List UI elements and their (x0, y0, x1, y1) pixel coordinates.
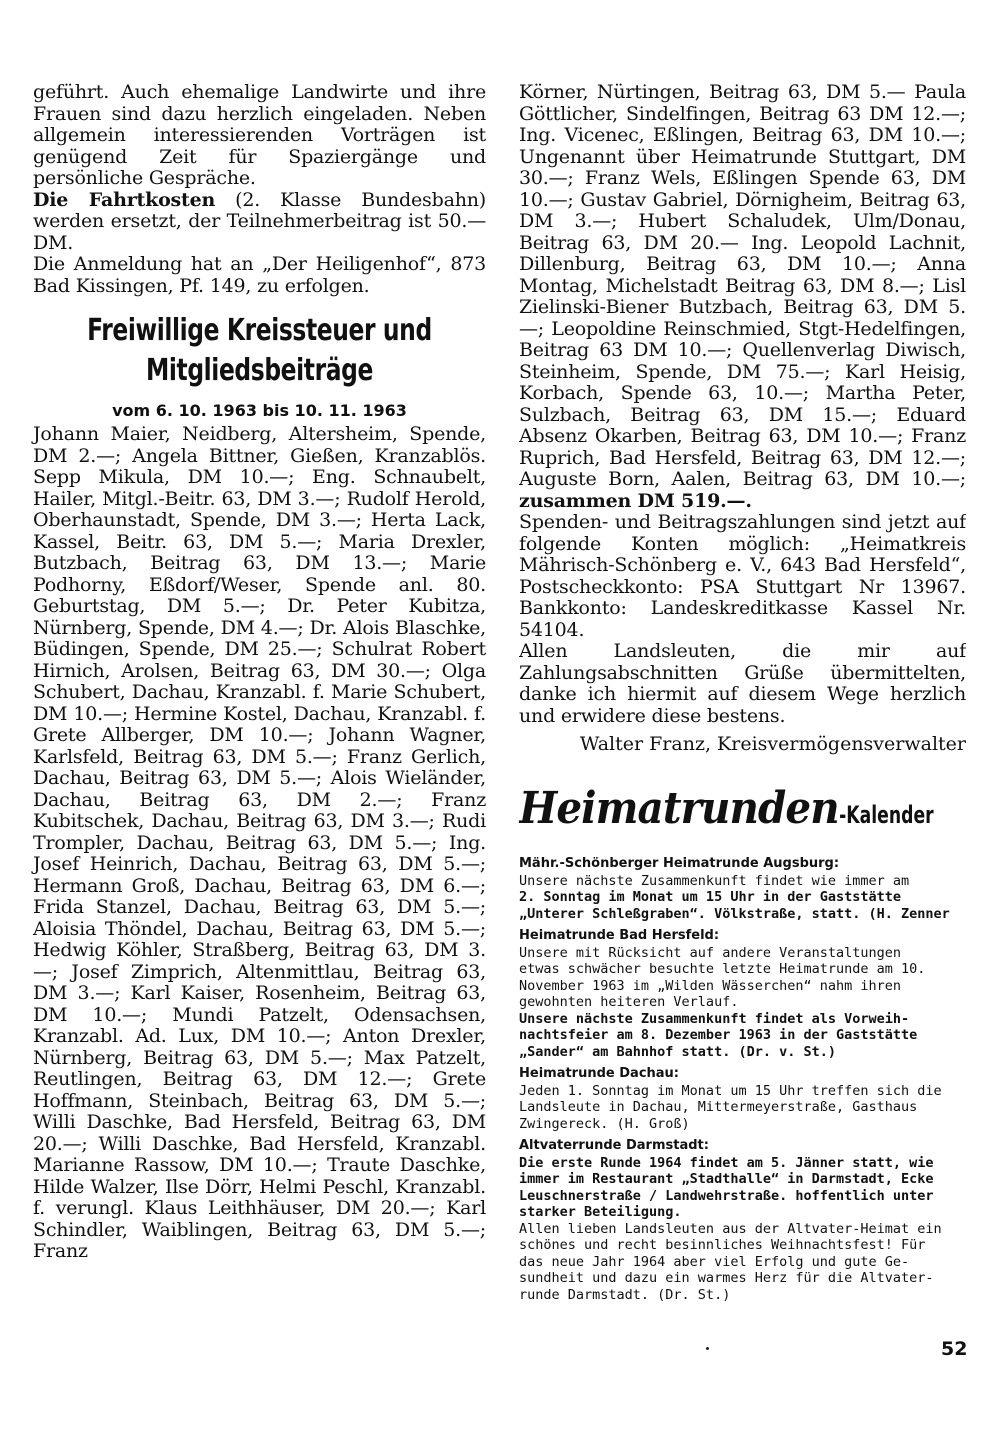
fahrtkosten-label: Die Fahrtkosten (33, 188, 216, 211)
registration-paragraph: Die Anmeldung hat an „Der Heiligenhof“, 873 Bad Kissingen, Pf. 149, zu erfolgen. (33, 253, 486, 297)
calendar-line: Unsere nächste Zusammenkunft findet als Vorweih- (519, 1010, 910, 1027)
calendar-line: das neue Jahr 1964 aber viel Erfolg und gute Ge- (519, 1253, 910, 1270)
print-dot (706, 1347, 709, 1350)
intro-paragraph: geführt. Auch ehemalige Landwirte und ihre Frauen sind dazu herzlich eingeladen. Neben allgemein interessierenden Vorträgen ist genügend Zeit für Spaziergänge und persönliche Gespräche. (33, 81, 486, 189)
calendar-line: Die erste Runde 1964 findet am 5. Jänner statt, wie (519, 1154, 934, 1171)
headline-line-1: Freiwillige Kreissteuer und (87, 313, 432, 348)
calendar-line: nachtsfeier am 8. Dezember 1963 in der Gaststätte (519, 1027, 918, 1043)
calendar-title (519, 783, 934, 842)
calendar-entry-dachau (519, 1066, 966, 1132)
signature: Walter Franz, Kreisvermögensverwalter (579, 733, 966, 755)
calendar-entry-darmstadt (519, 1138, 966, 1303)
donations-list-continued (519, 82, 966, 512)
accounts-paragraph: Spenden- und Beitragszahlungen sind jetzt auf folgende Konten möglich: „Heimatkreis Mährisch-Schönberg e. V., 643 Bad Hersfeld“, Postscheckkonto: PSA Stuttgart Nr 13967. Bankkonto: Landeskreditkasse Kassel Nr. 54104. (519, 511, 966, 641)
calendar-entry-heading: Heimatrunde Bad Hersfeld: (519, 928, 720, 943)
fahrtkosten-text: (2. Klasse Bundesbahn) werden ersetzt, der Teilnehmerbeitrag ist 50.— DM. (33, 188, 486, 254)
calendar-line: Unsere nächste Zusammenkunft findet wie immer am (519, 872, 910, 889)
page-number: 52 (941, 1338, 968, 1360)
calendar-entry-heading: Heimatrunde Dachau: (519, 1066, 680, 1081)
calendar-line: Jeden 1. Sonntag im Monat um 15 Uhr treffen sich die (519, 1082, 942, 1099)
donations-list: Johann Maier, Neidberg, Altersheim, Spende, DM 2.—; Angela Bittner, Gießen, Kranzablös. Sepp Mikula, DM 10.—; Eng. Schnaubelt, Hailer, Mitgl.-Beitr. 63, DM 3.—; Rudolf Herold, Oberhaunstadt, Spende, DM 3.—; Herta Lack, Kassel, Beitr. 63, DM 5.—; Maria Drexler, Butzbach, Beitrag 63, DM 13.—; Marie Podhorny, Eßdorf/Weser, Spende anl. 80. Geburtstag, DM 5.—; Dr. Peter Kubitza, Nürnberg, Spende, DM 4.—; Dr. Alois Blaschke, Büdingen, Spende, DM 25.—; Schulrat Robert Hirnich, Arolsen, Beitrag 63, DM 30.—; Olga Schubert, Dachau, Kranzabl. f. Marie Schubert, DM 10.—; Hermine Kostel, Dachau, Kranzabl. f. Grete Allberger, DM 10.—; Johann Wagner, Karlsfeld, Beitrag 63, DM 5.—; Franz Gerlich, Dachau, Beitrag 63, DM 5.—; Alois Wieländer, Dachau, Beitrag 63, DM 2.—; Franz Kubitschek, Dachau, Beitrag 63, DM 3.—; Rudi Trompler, Dachau, Beitrag 63, DM 5.—; Ing. Josef Heinrich, Dachau, Beitrag 63, DM 5.—; Hermann Groß, Dachau, Beitrag 63, DM 6.—; Frida Stanzel, Dachau, Beitrag 63, DM 5.—; Aloisia Thöndel, Dachau, Beitrag 63, DM 5.—; Hedwig Köhler, Straßberg, Beitrag 63, DM 3.—; Josef Zimprich, Altenmittlau, Beitrag 63, DM 3.—; Karl Kaiser, Rosenheim, Beitrag 63, DM 10.—; Mundi Patzelt, Odensachsen, Kranzabl. Ad. Lux, DM 10.—; Anton Drexler, Nürnberg, Beitrag 63, DM 5.—; Max Patzelt, Reutlingen, Beitrag 63, DM 12.—; Grete Hoffmann, Steinbach, Beitrag 63, DM 5.—; Willi Daschke, Bad Hersfeld, Beitrag 63, DM 20.—; Willi Daschke, Bad Hersfeld, Kranzabl. Marianne Rassow, DM 10.—; Traute Daschke, Hilde Walzer, Ilse Dörr, Helmi Peschl, Kranzabl. f. verungl. Klaus Leithhäuser, DM 20.—; Karl Schindler, Waiblingen, Beitrag 63, DM 5.—; Franz (33, 423, 486, 1262)
headline-line-2: Mitgliedsbeiträge (145, 353, 373, 388)
calendar-line: Unsere mit Rücksicht auf andere Veranstaltungen (519, 944, 902, 961)
calendar-line: gewohnten heiteren Verlauf. (519, 994, 739, 1010)
donations-total: zusammen DM 519.—. (519, 489, 752, 512)
calendar-line: Landsleute in Dachau, Mittermeyerstraße, Gasthaus (519, 1099, 918, 1115)
thanks-paragraph: Allen Landsleuten, die mir auf Zahlungsabschnitten Grüße übermittelten, danke ich hiermit auf diesem Wege herzlich und erwidere diese bestens. (519, 640, 966, 727)
calendar-title-plain: -Kalender (838, 801, 934, 829)
calendar-line: 2. Sonntag im Monat um 15 Uhr in der Gaststätte (519, 889, 902, 905)
calendar-line: runde Darmstadt. (Dr. St.) (519, 1286, 731, 1303)
calendar-line: „Unterer Schleßgraben“. Völkstraße, statt. (H. Zenner (519, 905, 950, 922)
calendar-line: schönes und recht besinnliches Weihnachtsfest! Für (519, 1237, 926, 1253)
calendar-line: Leuschnerstraße / Landwehrstraße. hoffentlich unter (519, 1187, 934, 1204)
calendar-line: etwas schwächer besuchte letzte Heimatrunde am 10. (519, 961, 926, 977)
calendar-line: immer im Restaurant „Stadthalle“ in Darmstadt, Ecke (519, 1171, 934, 1187)
calendar-line: Zwingereck. (H. Groß) (519, 1115, 690, 1132)
calendar-line: „Sander“ am Bahnhof statt. (Dr. v. St.) (519, 1043, 836, 1060)
calendar-entry-bad-hersfeld (519, 928, 966, 1060)
calendar-line: Allen lieben Landsleuten aus der Altvater-Heimat ein (519, 1220, 942, 1237)
calendar-line: starker Beteiligung. (519, 1204, 682, 1220)
calendar-title-script: Heimatrunden (519, 783, 839, 834)
calendar-entry-heading: Mähr.-Schönberger Heimatrunde Augsburg: (519, 856, 840, 871)
right-column (519, 82, 966, 1303)
fahrtkosten-paragraph (33, 190, 486, 255)
calendar-entry-heading: Altvaterrunde Darmstadt: (519, 1138, 709, 1153)
calendar-entry-augsburg (519, 856, 966, 922)
calendar-line: November 1963 im „Wilden Wässerchen“ nahm ihren (519, 977, 902, 994)
donations-continued-text: Körner, Nürtingen, Beitrag 63, DM 5.— Paula Göttlicher, Sindelfingen, Beitrag 63 DM 12.—; Ing. Vicenec, Eßlingen, Beitrag 63, DM 10.—; Ungenannt über Heimatrunde Stuttgart, DM 30.—; Franz Wels, Eßlingen Spende 63, DM 10.—; Gustav Gabriel, Dörnigheim, Beitrag 63, DM 3.—; Hubert Schaludek, Ulm/Donau, Beitrag 63, DM 20.— Ing. Leopold Lachnit, Dillenburg, Beitrag 63, DM 10.—; Anna Montag, Michelstadt Beitrag 63, DM 8.—; Lisl Zielinski-Biener Butzbach, Beitrag 63, DM 5.—; Leopoldine Reinschmied, Stgt-Hedelfingen, Beitrag 63 DM 10.—; Quellenverlag Diwisch, Steinheim, Spende, DM 75.—; Karl Heisig, Korbach, Spende 63, 10.—; Martha Peter, Sulzbach, Beitrag 63, DM 15.—; Eduard Absenz Okarben, Beitrag 63, DM 10.—; Franz Ruprich, Bad Hersfeld, Beitrag 63, DM 12.—; Auguste Born, Aalen, Beitrag 63, DM 10.—; (519, 82, 966, 490)
calendar-line: sundheit und dazu ein warmes Herz für die Altvater- (519, 1270, 934, 1286)
date-range-subline: vom 6. 10. 1963 bis 10. 11. 1963 (112, 401, 407, 420)
left-column (33, 82, 486, 1263)
